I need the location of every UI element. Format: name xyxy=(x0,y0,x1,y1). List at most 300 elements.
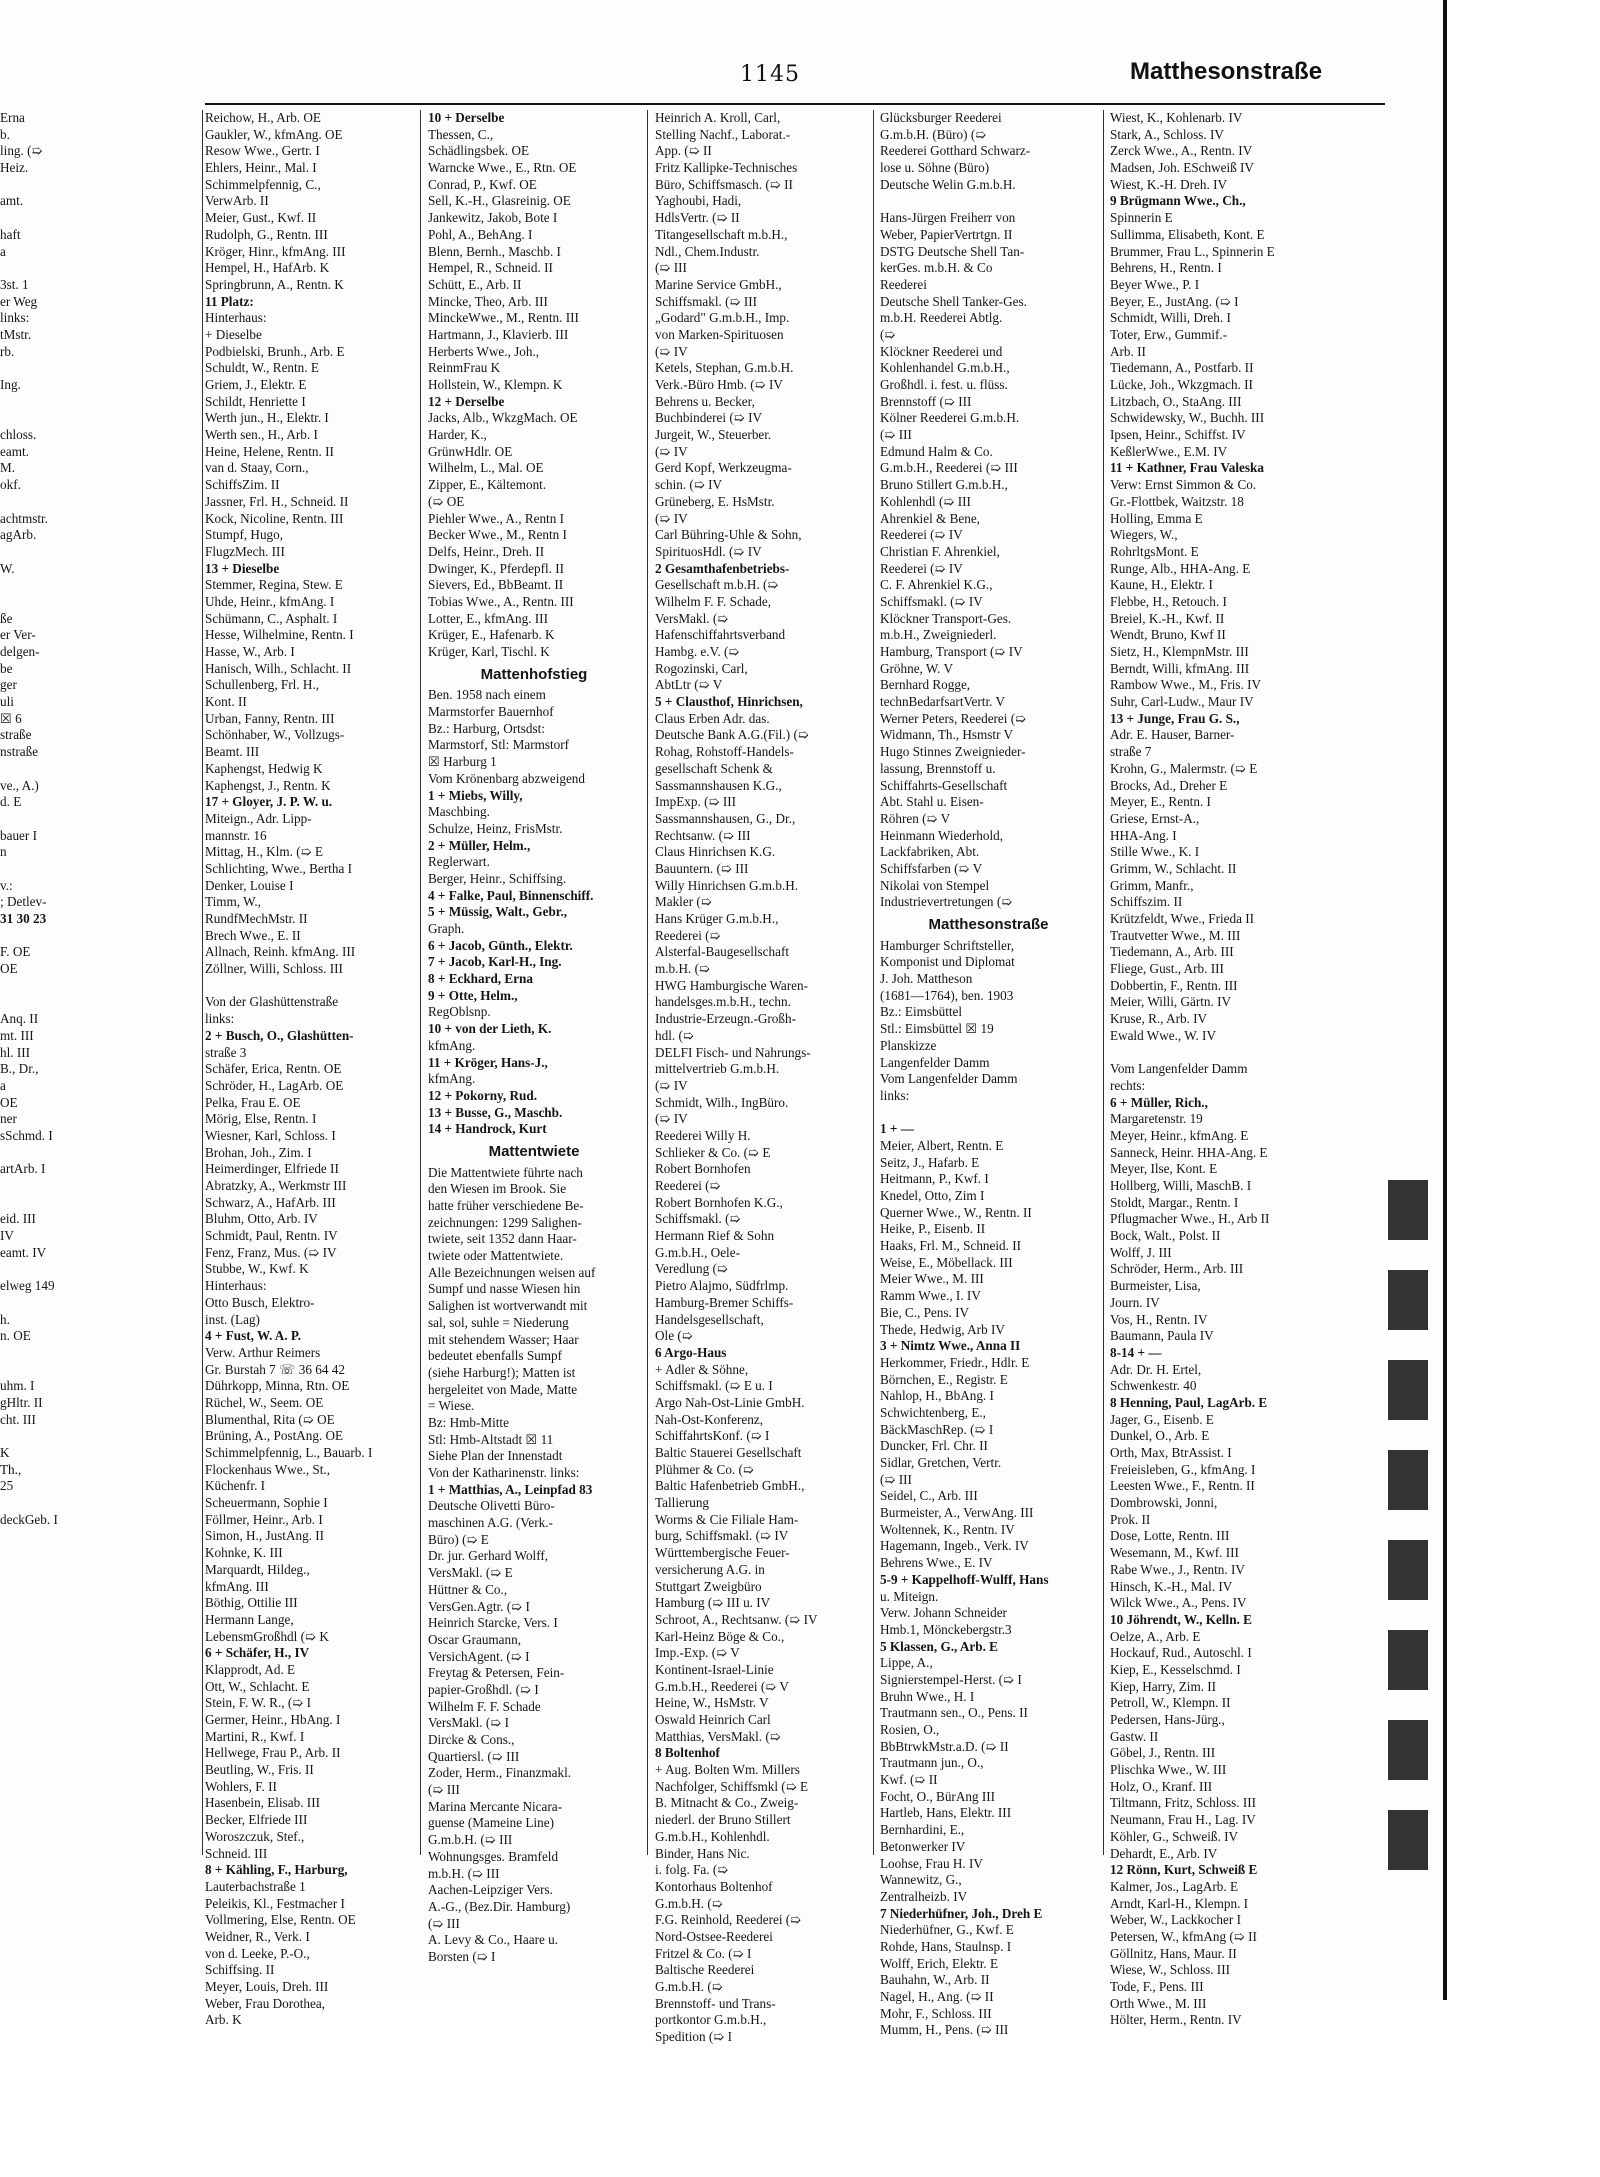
directory-line: LebensmGroßhdl (➯ K xyxy=(205,1628,329,1644)
directory-line: Grimm, W., Schlacht. II xyxy=(1110,860,1237,876)
directory-line: Verk.-Büro Hmb. (➯ IV xyxy=(655,377,783,392)
directory-line: HdlsVertr. (➯ II xyxy=(655,210,740,226)
directory-line: Blumenthal, Rita (➯ OE xyxy=(205,1411,335,1427)
directory-line: Wolff, J. III xyxy=(1110,1244,1172,1260)
directory-line: Blenn, Bernh., Maschb. I xyxy=(428,243,561,259)
house-number-entry: 6 Argo-Haus xyxy=(655,1344,727,1360)
directory-line: Kruse, R., Arb. IV xyxy=(1110,1011,1208,1027)
directory-line: Zerck Wwe., A., Rentn. IV xyxy=(1110,143,1253,159)
directory-line: Hafenschiffahrtsverband xyxy=(655,627,786,643)
directory-line: Heike, P., Eisenb. II xyxy=(880,1221,986,1237)
directory-line: Pohl, A., BehAng. I xyxy=(428,226,533,242)
directory-line: Bock, Walt., Polst. II xyxy=(1110,1228,1221,1244)
directory-line xyxy=(0,994,198,1011)
directory-line: Mincke, Theo, Arb. III xyxy=(428,293,548,309)
directory-line xyxy=(0,1428,198,1445)
directory-line: Beyer Wwe., P. I xyxy=(1110,276,1200,292)
directory-line: papier-Großhdl. (➯ I xyxy=(428,1681,539,1697)
directory-line: Claus Erben Adr. das. xyxy=(655,710,770,726)
directory-line: Föllmer, Heinr., Arb. I xyxy=(205,1511,323,1527)
directory-line: Schröder, Herm., Arb. III xyxy=(1110,1261,1244,1277)
directory-line: GrünwHdlr. OE xyxy=(428,443,513,459)
directory-line: Heine, W., HsMstr. V xyxy=(655,1695,769,1711)
directory-line: Dührkopp, Minna, Rtn. OE xyxy=(205,1378,350,1394)
directory-line: Uhde, Heinr., kfmAng. I xyxy=(205,593,335,609)
directory-line: Krüger, E., Hafenarb. K xyxy=(428,627,555,643)
directory-line: Orth Wwe., M. III xyxy=(1110,1995,1207,2011)
house-number-entry: 5 + Müssig, Walt., Gebr., xyxy=(428,904,568,920)
directory-line: Reglerwart. xyxy=(428,854,490,870)
directory-line: Grimm, Manfr., xyxy=(1110,877,1194,893)
directory-line: Hugo Stinnes Zweignieder- xyxy=(880,744,1026,760)
directory-line: Dose, Lotte, Rentn. III xyxy=(1110,1528,1230,1544)
directory-line: Tode, F., Pens. III xyxy=(1110,1979,1204,1994)
directory-line: Weise, E., Möbellack. III xyxy=(880,1254,1013,1270)
directory-line: hatte früher verschiedene Be- xyxy=(428,1198,584,1213)
directory-line: Rechtsanw. (➯ III xyxy=(655,827,751,843)
house-number-entry: 8 + Eckhard, Erna xyxy=(428,971,533,987)
house-number-entry: 8 Boltenhof xyxy=(655,1745,720,1761)
directory-line: Th., xyxy=(0,1461,22,1477)
directory-line: Schmidt, Paul, Rentn. IV xyxy=(205,1228,338,1244)
directory-line: Nahlop, H., BbAng. I xyxy=(880,1388,994,1404)
directory-line: Weber, Frau Dorothea, xyxy=(205,1995,325,2011)
directory-line: RegOblsnp. xyxy=(428,1004,491,1020)
house-number-entry: 4 + Fust, W. A. P. xyxy=(205,1328,302,1344)
directory-line: kerGes. m.b.H. & Co xyxy=(880,260,993,276)
directory-line: rb. xyxy=(0,343,15,359)
directory-line: bedeutet ebenfalls Sumpf xyxy=(428,1348,563,1364)
directory-line: BbBtrwkMstr.a.D. (➯ II xyxy=(880,1738,1009,1754)
directory-line: Pelka, Frau E. OE xyxy=(205,1094,301,1110)
directory-line: Graph. xyxy=(428,921,465,936)
directory-line: links: xyxy=(0,310,30,326)
directory-line: Hermann Lange, xyxy=(205,1611,294,1627)
directory-line: Pietro Alajmo, Südfrlmp. xyxy=(655,1278,789,1294)
directory-line: Peleikis, Kl., Festmacher I xyxy=(205,1895,345,1911)
directory-line: Die Mattentwiete führte nach xyxy=(428,1164,583,1180)
directory-line: Hinsch, K.-H., Mal. IV xyxy=(1110,1578,1233,1594)
directory-line xyxy=(0,1261,198,1278)
directory-line: Maschbing. xyxy=(428,804,490,820)
directory-line: Ing. xyxy=(0,377,21,392)
directory-line: Hermann Rief & Sohn xyxy=(655,1228,775,1244)
directory-line: gHltr. II xyxy=(0,1394,43,1410)
directory-line: Burmeister, Lisa, xyxy=(1110,1278,1201,1294)
directory-line: cht. III xyxy=(0,1411,36,1427)
directory-line: Schiffsmakl. (➯ III xyxy=(655,293,757,309)
directory-line: Krützfeldt, Wwe., Frieda II xyxy=(1110,911,1255,926)
directory-line: Tobias Wwe., A., Rentn. III xyxy=(428,593,574,609)
directory-line: (➯ OE xyxy=(428,493,465,509)
directory-line: Resow Wwe., Gertr. I xyxy=(205,143,320,159)
directory-line: ☒ 6 xyxy=(0,710,22,726)
directory-line: C. F. Ahrenkiel K.G., xyxy=(880,577,993,593)
directory-line: Seitz, J., Hafarb. E xyxy=(880,1154,980,1170)
directory-line xyxy=(0,1362,198,1379)
house-number-entry: 2 + Busch, O., Glashütten- xyxy=(205,1027,354,1043)
directory-line: Germer, Heinr., HbAng. I xyxy=(205,1712,341,1727)
directory-line: Salighen ist wortverwandt mit xyxy=(428,1298,588,1314)
house-number-entry: 2 + Müller, Helm., xyxy=(428,837,531,853)
directory-line: twiete oder Mattentwiete. xyxy=(428,1248,564,1264)
directory-line: Oelze, A., Arb. E xyxy=(1110,1628,1201,1644)
house-number-entry: 10 + Derselbe xyxy=(428,110,505,125)
directory-line: Kaphengst, J., Rentn. K xyxy=(205,777,331,793)
directory-line: Aachen-Leipziger Vers. xyxy=(428,1882,553,1898)
directory-line: Schiffsfarben (➯ V xyxy=(880,860,983,876)
directory-line: Wiese, W., Schloss. III xyxy=(1110,1962,1230,1978)
directory-line xyxy=(0,761,198,778)
directory-line: den Wiesen im Brook. Sie xyxy=(428,1181,567,1197)
directory-line: Krüger, Karl, Tischl. K xyxy=(428,644,550,659)
directory-line: Wilhelm, L., Mal. OE xyxy=(428,460,544,476)
directory-line: u. Miteign. xyxy=(880,1588,939,1604)
directory-line: Bruhn Wwe., H. I xyxy=(880,1688,975,1704)
directory-line xyxy=(0,494,198,511)
directory-line: Kaune, H., Elektr. I xyxy=(1110,577,1213,593)
directory-line: Werner Peters, Reederei (➯ xyxy=(880,710,1027,726)
directory-line: (➯ III xyxy=(880,427,912,443)
directory-line: Trautmann sen., O., Pens. II xyxy=(880,1705,1028,1721)
directory-line: Haaks, Frl. M., Schneid. II xyxy=(880,1238,1022,1254)
directory-column-2 xyxy=(205,110,413,2029)
directory-line: Delfs, Heinr., Dreh. II xyxy=(428,543,545,559)
directory-line: Kohlenhandel G.m.b.H., xyxy=(880,360,1010,376)
directory-line: Bluhm, Otto, Arb. IV xyxy=(205,1211,318,1227)
directory-line: VersMakl. (➯ E xyxy=(428,1565,513,1581)
running-head: Matthesonstraße xyxy=(1130,58,1323,85)
directory-line: Arndt, Karl-H., Klempn. I xyxy=(1110,1895,1249,1911)
directory-line: Rabe Wwe., J., Rentn. IV xyxy=(1110,1561,1245,1577)
directory-line: Binder, Hans Nic. xyxy=(655,1845,750,1861)
directory-line: Brohan, Joh., Zim. I xyxy=(205,1144,312,1160)
directory-line: Nikolai von Stempel xyxy=(880,877,990,893)
directory-line: Kohlenhdl (➯ III xyxy=(880,493,971,509)
directory-line xyxy=(0,861,198,878)
directory-line: Tallierung xyxy=(655,1495,710,1511)
directory-line: Veredlung (➯ xyxy=(655,1261,728,1277)
directory-line: Schiffsing. II xyxy=(205,1962,275,1978)
directory-line: Buchbinderei (➯ IV xyxy=(655,410,762,426)
directory-line: straße 7 xyxy=(1110,744,1152,760)
directory-line: G.m.b.H. (➯ xyxy=(655,1895,723,1911)
directory-line: gesellschaft Schenk & xyxy=(655,760,773,776)
directory-line: Schiffsmakl. (➯ IV xyxy=(880,593,983,609)
directory-line: m.b.H., Zweigniederl. xyxy=(880,627,997,643)
directory-line: Meyer, Ilse, Kont. E xyxy=(1110,1161,1218,1177)
directory-line: Martini, R., Kwf. I xyxy=(205,1728,305,1744)
directory-line: Glücksburger Reederei xyxy=(880,110,1002,125)
directory-line: Schlieker & Co. (➯ E xyxy=(655,1144,771,1160)
directory-line: Beamt. III xyxy=(205,744,260,760)
directory-line: Tiltmann, Fritz, Schloss. III xyxy=(1110,1795,1257,1811)
directory-line: Burmeister, A., VerwAng. III xyxy=(880,1505,1034,1521)
directory-line: Wolff, Erich, Elektr. E xyxy=(880,1955,999,1971)
directory-line: Schiffahrts-Gesellschaft xyxy=(880,777,1008,793)
directory-line: Marmstorf, Stl: Marmstorf xyxy=(428,737,570,753)
directory-line: VersichAgent. (➯ I xyxy=(428,1648,530,1664)
directory-line: Reichow, H., Arb. OE xyxy=(205,110,321,125)
directory-line: Marmstorfer Bauernhof xyxy=(428,704,554,720)
directory-line: DSTG Deutsche Shell Tan- xyxy=(880,243,1025,259)
directory-line: Leesten Wwe., F., Rentn. II xyxy=(1110,1478,1255,1494)
house-number-entry: 8-14 + — xyxy=(1110,1344,1162,1360)
directory-line: Brocks, Ad., Dreher E xyxy=(1110,777,1228,793)
directory-line: ling. (➯ xyxy=(0,143,43,159)
directory-line: Weber, PapierVertrtgn. II xyxy=(880,226,1013,242)
directory-line: Makler (➯ xyxy=(655,894,712,910)
directory-line: d. E xyxy=(0,794,22,810)
directory-line: Tiedemann, A., Postfarb. II xyxy=(1110,360,1254,376)
directory-line: 3st. 1 xyxy=(0,276,29,292)
directory-line: Reederei (➯ xyxy=(655,1178,721,1193)
directory-line: Hamburger Schriftsteller, xyxy=(880,937,1014,953)
directory-line: Siehe Plan der Innenstadt xyxy=(428,1448,563,1464)
directory-line: Behrens, H., Rentn. I xyxy=(1110,260,1222,276)
directory-line: deckGeb. I xyxy=(0,1511,58,1527)
directory-line: Göllnitz, Hans, Maur. II xyxy=(1110,1945,1237,1961)
directory-line: Baltische Reederei xyxy=(655,1962,755,1978)
directory-line: SpirituosHdl. (➯ IV xyxy=(655,543,762,559)
directory-line: mittelvertrieb G.m.b.H. xyxy=(655,1061,780,1077)
directory-line: Schneid. III xyxy=(205,1845,268,1861)
directory-line: Focht, O., BürAng III xyxy=(880,1788,996,1804)
directory-line: Loohse, Frau H. IV xyxy=(880,1855,983,1871)
directory-line: niederl. der Bruno Stillert xyxy=(655,1812,791,1828)
directory-line: Bz: Hmb-Mitte xyxy=(428,1414,509,1430)
directory-line: Schuldt, W., Rentn. E xyxy=(205,360,319,376)
directory-line: Hartleb, Hans, Elektr. III xyxy=(880,1805,1012,1821)
directory-line: „Godard" G.m.b.H., Imp. xyxy=(655,310,790,326)
directory-line: maschinen A.G. (Verk.- xyxy=(428,1515,553,1531)
street-heading: Mattentwiete xyxy=(488,1142,580,1160)
directory-line: Prok. II xyxy=(1110,1511,1151,1527)
directory-line: Piehler Wwe., A., Rentn I xyxy=(428,510,565,526)
directory-line: van d. Staay, Corn., xyxy=(205,460,309,476)
directory-line: Abt. Stahl u. Eisen- xyxy=(880,794,984,810)
directory-line: VersMakl. (➯ I xyxy=(428,1715,509,1731)
directory-line: agArb. xyxy=(0,527,37,543)
directory-line: IV xyxy=(0,1228,14,1244)
directory-line: Holling, Emma E xyxy=(1110,510,1203,526)
directory-line: Dircke & Cons., xyxy=(428,1732,515,1747)
directory-line: FlugzMech. III xyxy=(205,543,285,559)
directory-line: Petersen, W., kfmAng (➯ II xyxy=(1110,1928,1257,1944)
directory-line: eid. III xyxy=(0,1211,36,1227)
directory-line: Podbielski, Brunh., Arb. E xyxy=(205,343,345,359)
directory-line: Heine, Helene, Rentn. II xyxy=(205,443,334,459)
directory-line: Sumpf und nasse Wiesen hin xyxy=(428,1281,581,1297)
directory-line: Zipper, E., Kältemont. xyxy=(428,477,547,493)
directory-line: v.: xyxy=(0,877,13,893)
directory-line: Meier, Albert, Rentn. E xyxy=(880,1137,1004,1153)
directory-line: Hmb.1, Mönckebergstr.3 xyxy=(880,1621,1012,1637)
directory-line: Herkommer, Friedr., Hdlr. E xyxy=(880,1354,1030,1370)
directory-line: Gaukler, W., kfmAng. OE xyxy=(205,126,343,142)
directory-line xyxy=(205,978,413,995)
page-edge-shadow xyxy=(1388,1180,1428,1880)
directory-line: Argo Nah-Ost-Linie GmbH. xyxy=(655,1394,805,1410)
directory-line: straße xyxy=(0,727,32,743)
directory-line: Wohlers, F. II xyxy=(205,1778,277,1794)
directory-line: Wilhelm F. F. Schade xyxy=(428,1698,541,1714)
directory-line: Deutsche Welin G.m.b.H. xyxy=(880,176,1016,192)
directory-line: ner xyxy=(0,1111,17,1127)
directory-line: Bernhard Rogge, xyxy=(880,677,971,693)
directory-line: Neumann, Frau H., Lag. IV xyxy=(1110,1812,1256,1828)
directory-line: Weidner, R., Verk. I xyxy=(205,1928,310,1944)
directory-line: Sullimma, Elisabeth, Kont. E xyxy=(1110,226,1265,242)
directory-line: DELFI Fisch- und Nahrungs- xyxy=(655,1044,811,1060)
directory-line: Kiep, Harry, Zim. II xyxy=(1110,1678,1217,1694)
directory-line: Hambg. e.V. (➯ xyxy=(655,644,740,659)
directory-line: Vos, H., Rentn. IV xyxy=(1110,1311,1208,1327)
directory-line: Rogozinski, Carl, xyxy=(655,660,748,676)
directory-line: von Marken-Spirituosen xyxy=(655,326,784,342)
directory-column-5 xyxy=(880,110,1097,2039)
directory-line: Margaretenstr. 19 xyxy=(1110,1111,1203,1127)
directory-line: delgen- xyxy=(0,644,40,659)
directory-line: hl. III xyxy=(0,1044,31,1060)
directory-line: Deutsche Shell Tanker-Ges. xyxy=(880,293,1027,309)
directory-line: Behrens u. Becker, xyxy=(655,393,755,409)
directory-line: Claus Hinrichsen K.G. xyxy=(655,844,776,860)
house-number-entry: 8 + Kähling, F., Harburg, xyxy=(205,1862,348,1878)
directory-line: Handelsgesellschaft, xyxy=(655,1311,764,1327)
house-number-entry: 17 + Gloyer, J. P. W. u. xyxy=(205,794,333,810)
directory-column-6 xyxy=(1110,110,1382,2029)
directory-line: guense (Mameine Line) xyxy=(428,1815,554,1831)
directory-line: Meyer, Louis, Dreh. III xyxy=(205,1979,329,1994)
directory-line: Beyer, E., JustAng. (➯ I xyxy=(1110,293,1239,309)
directory-line: AbtLtr (➯ V xyxy=(655,677,723,693)
directory-line: Dwinger, K., Pferdepfl. II xyxy=(428,560,565,576)
directory-line: m.b.H. (➯ III xyxy=(428,1865,500,1881)
directory-line: Stubbe, W., Kwf. K xyxy=(205,1261,309,1277)
directory-line: Klöckner Reederei und xyxy=(880,343,1003,359)
directory-line: Nah-Ost-Konferenz, xyxy=(655,1411,764,1427)
directory-line: inst. (Lag) xyxy=(205,1311,260,1327)
directory-line: Querner Wwe., W., Rentn. II xyxy=(880,1204,1032,1220)
directory-line: Köhler, G., Schweiß. IV xyxy=(1110,1828,1239,1844)
directory-line: Abratzky, A., Werkmstr III xyxy=(205,1178,347,1193)
directory-line: (siehe Harburg!); Matten ist xyxy=(428,1364,576,1380)
directory-line: Hasenbein, Elisab. III xyxy=(205,1795,320,1811)
directory-line: Hans Krüger G.m.b.H., xyxy=(655,911,779,926)
house-number-entry: 11 + Kröger, Hans-J., xyxy=(428,1054,548,1070)
directory-line: Schlichting, Wwe., Bertha I xyxy=(205,860,352,876)
directory-line: Reederei Gotthard Schwarz- xyxy=(880,143,1031,159)
directory-line: Flockenhaus Wwe., St., xyxy=(205,1461,331,1477)
directory-line: Hölter, Herm., Rentn. IV xyxy=(1110,2012,1242,2028)
directory-line: hergeleitet von Made, Matte xyxy=(428,1381,578,1397)
directory-line: Klapprodt, Ad. E xyxy=(205,1661,296,1677)
directory-line: Stein, F. W. R., (➯ I xyxy=(205,1695,311,1711)
directory-line: Sassmannshausen, G., Dr., xyxy=(655,810,796,826)
directory-line: rechts: xyxy=(1110,1077,1146,1093)
directory-line: Jankewitz, Jakob, Bote I xyxy=(428,210,558,226)
directory-line: portkontor G.m.b.H., xyxy=(655,2012,767,2028)
directory-line: Yaghoubi, Hadi, xyxy=(655,193,742,209)
directory-line: Hesse, Wilhelmine, Rentn. I xyxy=(205,627,354,643)
house-number-entry: 1 + Miebs, Willy, xyxy=(428,787,523,803)
directory-line: Suhr, Carl-Ludw., Maur IV xyxy=(1110,694,1254,710)
directory-line: Küchenfr. I xyxy=(205,1478,266,1494)
directory-line: Niederhüfner, G., Kwf. E xyxy=(880,1922,1014,1938)
directory-line: Stille Wwe., K. I xyxy=(1110,844,1200,860)
directory-line: Langenfelder Damm xyxy=(880,1054,990,1070)
directory-line: Hüttner & Co., xyxy=(428,1581,508,1597)
directory-line: Imp.-Exp. (➯ V xyxy=(655,1645,740,1661)
house-number-entry: 9 + Otte, Helm., xyxy=(428,987,518,1003)
directory-line: Marquardt, Hildeg., xyxy=(205,1561,310,1577)
directory-line: Adr. E. Hauser, Barner- xyxy=(1110,727,1235,743)
directory-line: Gesellschaft m.b.H. (➯ xyxy=(655,577,779,593)
directory-line: Kwf. (➯ II xyxy=(880,1772,938,1788)
directory-line: Rudolph, G., Rentn. III xyxy=(205,226,328,242)
directory-line: Sidlar, Gretchen, Vertr. xyxy=(880,1455,1002,1470)
directory-line: Duncker, Frl. Chr. II xyxy=(880,1438,988,1454)
directory-line: Sell, K.-H., Glasreinig. OE xyxy=(428,193,571,209)
directory-line: Industrie-Erzeugn.-Großh- xyxy=(655,1011,796,1027)
directory-line: sSchmd. I xyxy=(0,1127,53,1143)
house-number-entry: 12 + Pokorny, Rud. xyxy=(428,1087,538,1103)
directory-line: Lackfabriken, Abt. xyxy=(880,844,980,860)
directory-line: Simon, H., JustAng. II xyxy=(205,1528,325,1544)
directory-line: Harder, K., xyxy=(428,427,487,443)
house-number-entry: 14 + Handrock, Kurt xyxy=(428,1121,547,1137)
directory-line: Stoldt, Margar., Rentn. I xyxy=(1110,1194,1239,1210)
directory-line: Jager, G., Eisenb. E xyxy=(1110,1411,1214,1427)
column-divider xyxy=(202,110,203,1855)
directory-line: Rüchel, W., Seem. OE xyxy=(205,1394,324,1410)
directory-line: er Weg xyxy=(0,293,38,309)
directory-line: Klöckner Transport-Ges. xyxy=(880,610,1012,626)
directory-line: Petroll, W., Klempn. II xyxy=(1110,1695,1231,1711)
directory-line: Schildt, Henriette I xyxy=(205,393,306,409)
directory-line: A. Levy & Co., Haare u. xyxy=(428,1932,559,1948)
directory-line: J. Joh. Mattheson xyxy=(880,971,973,987)
directory-line: Schroot, A., Rechtsanw. (➯ IV xyxy=(655,1611,818,1627)
directory-line: Fritz Kallipke-Technisches xyxy=(655,160,798,176)
directory-line: Dr. jur. Gerhard Wolff, xyxy=(428,1548,549,1564)
directory-line: Bernhardini, E., xyxy=(880,1822,965,1838)
directory-line: Becker, Elfriede III xyxy=(205,1812,308,1828)
directory-line: Rohde, Hans, Staulnsp. I xyxy=(880,1938,1012,1954)
directory-line: HHA-Ang. I xyxy=(1110,827,1177,843)
directory-line: + Dieselbe xyxy=(205,326,262,342)
directory-line: Oswald Heinrich Carl xyxy=(655,1712,771,1727)
directory-line: Ahrenkiel & Bene, xyxy=(880,510,980,526)
directory-line: versicherung A.G. in xyxy=(655,1561,765,1577)
directory-line: Großhdl. i. fest. u. flüss. xyxy=(880,377,1008,392)
directory-line: + Adler & Söhne, xyxy=(655,1361,749,1377)
directory-line: Verw. Johann Schneider xyxy=(880,1605,1007,1621)
directory-line: Scheuermann, Sophie I xyxy=(205,1495,328,1511)
house-number-entry: 13 + Junge, Frau G. S., xyxy=(1110,710,1240,726)
directory-line xyxy=(880,193,1097,210)
directory-line: Verw: Ernst Simmon & Co. xyxy=(1110,477,1257,493)
directory-line: Hinterhaus: xyxy=(205,1278,267,1294)
directory-line: ImpExp. (➯ III xyxy=(655,794,736,810)
house-number-entry: 8 Henning, Paul, LagArb. E xyxy=(1110,1394,1268,1410)
directory-line: Becker Wwe., M., Rentn I xyxy=(428,527,567,543)
directory-line xyxy=(0,811,198,828)
directory-line: Schiffszim. II xyxy=(1110,894,1183,910)
directory-line: Stark, A., Schloss. IV xyxy=(1110,126,1224,142)
directory-line: Spinnerin E xyxy=(1110,210,1173,226)
